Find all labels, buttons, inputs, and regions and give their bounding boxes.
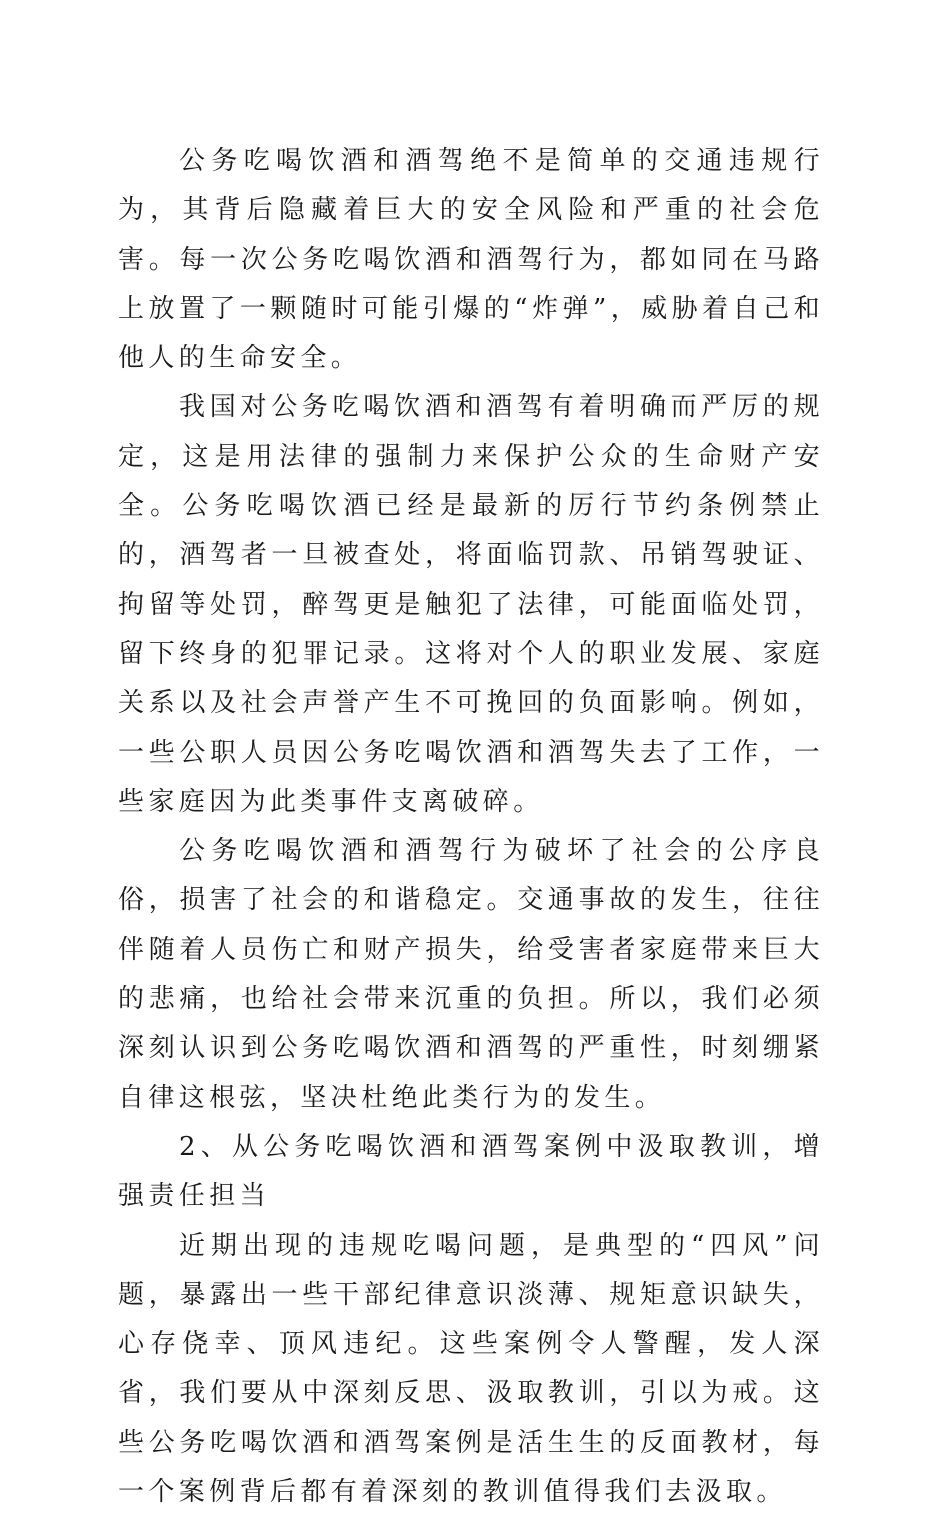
paragraph-hazards: 公务吃喝饮酒和酒驾绝不是简单的交通违规行为，其背后隐藏着巨大的安全风险和严重的社会危害。每一次公务吃喝饮酒和酒驾行为，都如同在马路上放置了一颗随时可能引爆的“炸弹”，威胁着自己和他人的生命安全。 — [118, 146, 824, 374]
paragraph-social-harm: 公务吃喝饮酒和酒驾行为破坏了社会的公序良俗，损害了社会的和谐稳定。交通事故的发生，往往伴随着人员伤亡和财产损失，给受害者家庭带来巨大的悲痛，也给社会带来沉重的负担。所以，我们必须深刻认识到公务吃喝饮酒和酒驾的严重性，时刻绷紧自律这根弦，坚决杜绝此类行为的发生。 — [118, 836, 824, 1113]
document-page — [118, 137, 824, 1517]
paragraph-legal-regulations: 我国对公务吃喝饮酒和酒驾有着明确而严厉的规定，这是用法律的强制力来保护公众的生命财产安全。公务吃喝饮酒已经是最新的厉行节约条例禁止的，酒驾者一旦被查处，将面临罚款、吊销驾驶证、拘留等处罚，醉驾更是触犯了法律，可能面临处罚，留下终身的犯罪记录。这将对个人的职业发展、家庭关系以及社会声誉产生不可挽回的负面影响。例如，一些公职人员因公务吃喝饮酒和酒驾失去了工作，一些家庭因为此类事件支离破碎。 — [118, 392, 824, 817]
section-heading-lessons: 2、从公务吃喝饮酒和酒驾案例中汲取教训，增强责任担当 — [118, 1131, 824, 1212]
paragraph-case-lessons: 近期出现的违规吃喝问题，是典型的“四风”问题，暴露出一些干部纪律意识淡薄、规矩意识缺失，心存侥幸、顶风违纪。这些案例令人警醒，发人深省，我们要从中深刻反思、汲取教训，引以为戒。这些公务吃喝饮酒和酒驾案例是活生生的反面教材，每一个案例背后都有着深刻的教训值得我们去汲取。 — [118, 1230, 824, 1508]
